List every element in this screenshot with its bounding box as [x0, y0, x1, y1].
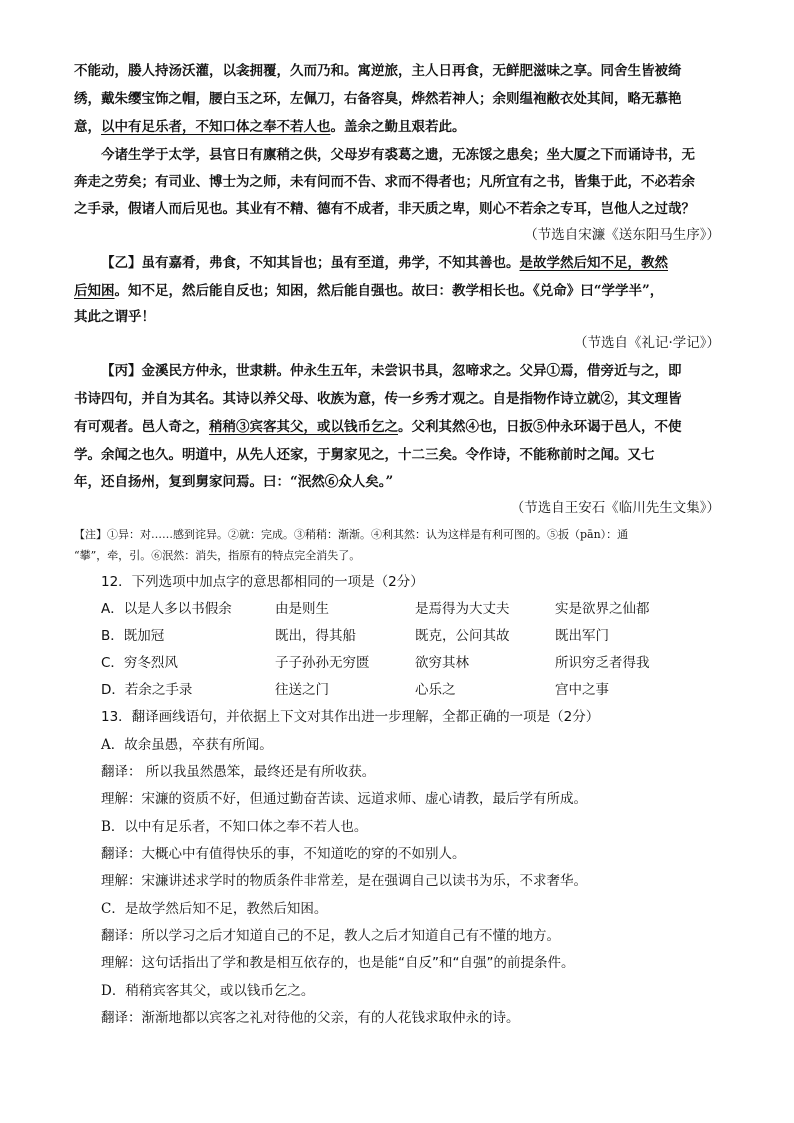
q13-option-c: C．是故学然后知不足，教然后知困。	[101, 901, 328, 917]
passage-bing-line-3	[74, 418, 682, 436]
option-d-item-3: 心乐之	[415, 682, 456, 698]
option-c-item-4: 所识穷乏者得我	[555, 655, 650, 671]
q13-b-translation: 翻译：大概心中有值得快乐的事，不知道吃的穿的不如别人。	[101, 846, 466, 862]
option-a-item-2: 由是则生	[275, 601, 329, 617]
q13-option-a: A．故余虽愚，卒获有所闻。	[101, 737, 273, 753]
option-b-item-3: 既克，公问其故	[415, 628, 510, 644]
passage-label: 【乙】	[101, 255, 142, 271]
q13-c-translation: 翻译：所以学习之后才知道自己的不足，教人之后才知道自己有不懂的地方。	[101, 928, 560, 944]
passage-yi-line-1	[101, 254, 668, 272]
line-text: 。知不足，然后能自反也；知困，然后能自强也。故曰：教学相长也。《兑命》曰“学学半”，	[114, 283, 664, 299]
annotation-line-1: 【注】①异：对……感到诧异。②就：完成。③稍稍：渐渐。④利其然：认为这样是有利可图的。⑤扳（pān）：通	[74, 528, 629, 541]
option-d-item-1: D．若余之手录	[101, 682, 193, 698]
line-text: 金溪民方仲永，世隶耕。仲永生五年，未尝识书具，忽啼求之。父异①焉，借旁近与之，即	[141, 363, 682, 379]
underlined-sentence: 以中有足乐者，不知口体之奉不若人也	[101, 119, 331, 135]
q13-option-d: D．稍稍宾客其父，或以钱币乞之。	[101, 983, 315, 999]
passage-jia-source: （节选自宋濂《送东阳马生序》）	[524, 227, 720, 243]
line-text: 虽有嘉肴，弗食，不知其旨也；虽有至道，弗学，不知其善也。	[141, 255, 520, 271]
option-a-item-4: 实是欲界之仙都	[555, 601, 650, 617]
option-d-item-2: 往送之门	[275, 682, 329, 698]
option-d-item-4: 宫中之事	[555, 682, 609, 698]
passage-bing-line-5: 年，还自扬州，复到舅家问焉。曰：“泯然⑥众人矣。”	[74, 474, 394, 490]
passage-label: 【丙】	[101, 363, 142, 379]
option-b-item-4: 既出军门	[555, 628, 609, 644]
q13-c-understanding: 理解：这句话指出了学和教是相互依存的，也是能“自反”和“自强”的前提条件。	[101, 955, 575, 971]
passage-yi-source: （节选自《礼记·学记》）	[573, 335, 720, 351]
passage-jia-line-3	[74, 118, 466, 136]
option-a-item-3: 是焉得为大丈夫	[415, 601, 510, 617]
line-end-text: 。父利其然④也，日扳⑤仲永环谒于邑人，不使	[398, 419, 682, 435]
question-12-stem: 12．下列选项中加点字的意思都相同的一项是（2分）	[101, 574, 424, 590]
underlined-sentence: 后知困	[74, 283, 115, 299]
passage-yi-line-3: 其此之谓乎！	[74, 309, 155, 325]
q13-a-understanding: 理解：宋濂的资质不好，但通过勤奋苦读、远道求师、虚心请教，最后学有所成。	[101, 791, 587, 807]
option-c-item-2: 子子孙孙无穷匮	[275, 655, 370, 671]
q13-option-b: B．以中有足乐者，不知口体之奉不若人也。	[101, 819, 368, 835]
option-b-item-1: B．既加冠	[101, 628, 165, 644]
option-b-item-2: 既出，得其船	[275, 628, 356, 644]
passage-bing-line-2: 书诗四句，并自为其名。其诗以养父母、收族为意，传一乡秀才观之。自是指物作诗立就②，其文理皆	[74, 391, 682, 407]
passage-bing-source: （节选自王安石《临川先生文集》）	[510, 500, 720, 516]
line-start-text: 意，	[74, 119, 101, 135]
option-c-item-1: C．穷冬烈风	[101, 655, 178, 671]
line-end-text: 。盖余之勤且艰若此。	[330, 119, 466, 135]
passage-jia-line-1: 不能动，媵人持汤沃灌，以衾拥覆，久而乃和。寓逆旅，主人日再食，无鲜肥滋味之享。同舍生皆被绮	[74, 63, 682, 79]
passage-bing-line-1	[101, 362, 682, 380]
passage-yi-line-2	[74, 282, 663, 300]
q13-d-translation: 翻译：渐渐地都以宾客之礼对待他的父亲，有的人花钱求取仲永的诗。	[101, 1010, 520, 1026]
question-13-stem: 13．翻译画线语句，并依据上下文对其作出进一步理解，全都正确的一项是（2分）	[101, 709, 600, 725]
line-start-text: 有可观者。邑人奇之，	[74, 419, 209, 435]
underlined-sentence: 稍稍③宾客其父，或以钱币乞之	[209, 419, 398, 435]
passage-jia-line-2: 绣，戴朱缨宝饰之帽，腰白玉之环，左佩刀，右备容臭，烨然若神人；余则缊袍敝衣处其间，略无慕艳	[74, 91, 682, 107]
option-a-item-1: A．以是人多以书假余	[101, 601, 232, 617]
passage-jia-line-4: 今诸生学于太学，县官日有廪稍之供，父母岁有裘葛之遗，无冻馁之患矣；坐大厦之下而诵诗书，无	[101, 147, 695, 163]
underlined-sentence: 是故学然后知不足，教然	[519, 255, 668, 271]
option-c-item-3: 欲穷其林	[415, 655, 469, 671]
q13-b-understanding: 理解：宋濂讲述求学时的物质条件非常差，是在强调自己以读书为乐，不求奢华。	[101, 873, 587, 889]
q13-a-translation: 翻译： 所以我虽然愚笨，最终还是有所收获。	[101, 764, 376, 780]
passage-jia-line-6: 之手录，假诸人而后见也。其业有不精、德有不成者，非天质之卑，则心不若余之专耳，岂他人之过哉？	[74, 201, 695, 217]
passage-jia-line-5: 奔走之劳矣；有司业、博士为之师，未有问而不告、求而不得者也；凡所宜有之书，皆集于此，不必若余	[74, 174, 695, 190]
passage-bing-line-4: 学。余闻之也久。明道中，从先人还家，于舅家见之，十二三矣。令作诗，不能称前时之闻。又七	[74, 447, 655, 463]
annotation-line-2: “攀”，牵，引。⑥泯然：消失，指原有的特点完全消失了。	[74, 549, 361, 562]
